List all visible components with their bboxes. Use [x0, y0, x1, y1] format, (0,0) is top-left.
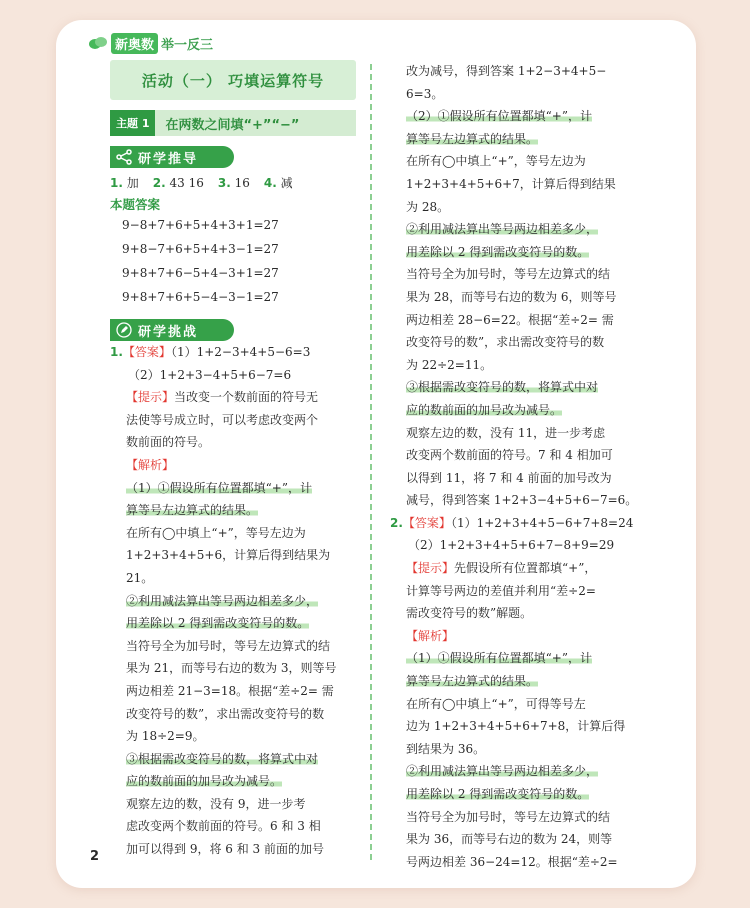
line-text: 先假设所有位置都填“+”，: [454, 561, 597, 576]
line-text: 用差除以 2 得到需改变符号的数。: [406, 787, 590, 801]
text-line: [390, 150, 626, 173]
text-line: [390, 760, 626, 783]
text-line: [110, 838, 356, 861]
label-tag: 【提示】: [126, 390, 175, 405]
line-text: 计算等号两边的差值并利用“差÷2=: [406, 583, 596, 598]
equation-line: 9+8−7+6+5+4+3−1=27: [122, 242, 279, 256]
line-text: 改为减号，得到答案 1+2−3+4+5−: [406, 64, 607, 78]
line-text: 减号，得到答案 1+2+3−4+5+6−7=6。: [406, 493, 638, 508]
text-line: [110, 454, 356, 477]
line-text: （2）1+2+3−4+5+6−7=6: [128, 367, 292, 382]
text-line: [110, 567, 356, 590]
text-line: [390, 489, 638, 512]
brand-name-main: 新奥数: [111, 33, 158, 54]
line-text: 1+2+3+4+5+6+7，计算后得到结果: [406, 176, 616, 191]
line-text: ②利用减法算出等号两边相差多少，: [406, 764, 599, 779]
text-line: [390, 60, 626, 83]
text-line: [390, 647, 626, 670]
line-text: 算等号左边算式的结果。: [126, 503, 259, 518]
text-line: [110, 364, 356, 387]
equation-line: 9+8+7+6+5−4−3−1=27: [122, 290, 279, 304]
line-text: 改变两个数前面的符号。7 和 4 相加可: [406, 448, 613, 463]
line-text: 两边相差 28−6=22。根据“差÷2= 需: [406, 312, 614, 327]
line-text: 当符号全为加号时，等号左边算式的结: [126, 638, 331, 653]
text-line: [110, 477, 356, 500]
line-text: （1）1+2−3+4+5−6=3: [170, 345, 311, 359]
right-column: [390, 60, 638, 873]
text-line: [390, 105, 626, 128]
section-tiaozhan-label: 研学挑战: [138, 324, 199, 340]
share-icon: [116, 149, 132, 165]
text-line: [390, 602, 626, 625]
line-text: 改变符号的数”，求出需改变符号的数: [126, 706, 325, 721]
tuidao-answers: [110, 174, 356, 191]
left-column: [110, 60, 356, 861]
text-line: [110, 544, 356, 567]
text-line: [110, 522, 356, 545]
line-text: 在所有◯中填上“+”，等号左边为: [126, 525, 306, 540]
line-text: 加可以得到 9，将 6 和 3 前面的加号: [126, 842, 324, 857]
line-text: 果为 36，而等号右边的数为 24，则等: [406, 832, 613, 847]
line-text: 算等号左边算式的结果。: [406, 131, 539, 146]
text-line: [390, 828, 626, 851]
activity-title: 活动（一） 巧填运算符号: [110, 60, 356, 100]
line-text: （2）1+2+3+4+5+6+7−8+9=29: [408, 538, 615, 553]
line-text: ③根据需改变符号的数，将算式中对: [126, 751, 319, 766]
theme-title: 在两数之间填“+”“−”: [155, 110, 356, 136]
section-tiaozhan: [110, 319, 234, 341]
label-tag: 【解析】: [406, 628, 455, 643]
line-text: 需改变符号的数”解题。: [406, 606, 533, 621]
page-number: 2: [90, 849, 100, 864]
text-line: [390, 399, 626, 422]
line-text: 为 22÷2=11。: [406, 357, 493, 372]
text-line: [390, 218, 626, 241]
theme-bar: [110, 110, 356, 136]
column-divider: [370, 64, 372, 860]
text-line: [390, 354, 626, 377]
text-line: [390, 851, 626, 874]
text-line: [390, 286, 626, 309]
line-text: 当改变一个数前面的符号无: [174, 390, 319, 405]
line-text: ②利用减法算出等号两边相差多少，: [126, 593, 319, 608]
text-line: [390, 738, 626, 761]
text-line: [110, 590, 356, 613]
line-text: 6=3。: [406, 86, 444, 101]
line-text: （1）①假设所有位置都填“+”，计: [126, 480, 312, 495]
text-line: [390, 783, 626, 806]
label-tag: 【提示】: [406, 561, 455, 576]
tuidao-answer-2: 2. 43 16: [152, 176, 204, 190]
text-line: [110, 612, 356, 635]
label-tag: 【解析】: [126, 457, 175, 472]
line-text: 改变符号的数”，求出需改变符号的数: [406, 335, 605, 350]
right-text-block: [390, 60, 638, 873]
text-line: [390, 309, 626, 332]
line-text: （1）1+2+3+4+5−6+7+8=24: [450, 515, 634, 530]
text-line: [390, 444, 626, 467]
text-line: [390, 196, 626, 219]
pencil-icon: [116, 322, 132, 338]
text-line: [110, 341, 356, 364]
line-text: 果为 28，而等号右边的数为 6，则等号: [406, 289, 617, 304]
text-line: [390, 557, 626, 580]
line-text: 应的数前面的加号改为减号。: [126, 774, 283, 789]
line-text: 两边相差 21−3=18。根据“差÷2= 需: [126, 683, 334, 698]
text-line: [110, 703, 356, 726]
text-line: [110, 386, 356, 409]
text-line: [390, 693, 626, 716]
line-text: 当符号全为加号时，等号左边算式的结: [406, 267, 611, 282]
line-text: 观察左边的数，没有 11，进一步考虑: [406, 425, 606, 440]
line-text: 21。: [126, 570, 154, 585]
text-line: [390, 534, 626, 557]
line-text: ③根据需改变符号的数，将算式中对: [406, 380, 599, 395]
line-text: 当符号全为加号时，等号左边算式的结: [406, 809, 611, 824]
equation-line: 9−8+7+6+5+4+3+1=27: [122, 218, 279, 232]
text-line: [110, 409, 356, 432]
line-text: 边为 1+2+3+4+5+6+7+8，计算后得: [406, 719, 626, 734]
book-brand: [88, 32, 213, 54]
text-line: [390, 263, 626, 286]
text-line: [390, 331, 626, 354]
text-line: [110, 793, 356, 816]
text-line: [110, 499, 356, 522]
tuidao-answer-3: 3. 16: [217, 176, 250, 190]
text-line: [110, 680, 356, 703]
question-number: 1.: [110, 345, 123, 359]
text-line: [390, 625, 626, 648]
text-line: [390, 512, 634, 535]
line-text: 在所有◯中填上“+”，可得等号左: [406, 696, 586, 711]
text-line: [110, 748, 356, 771]
text-line: [390, 128, 626, 151]
line-text: 果为 21，而等号右边的数为 3，则等号: [126, 661, 337, 676]
leaf-logo-icon: [88, 35, 108, 51]
text-line: [110, 725, 356, 748]
line-text: ②利用减法算出等号两边相差多少，: [406, 222, 599, 237]
line-text: 虑改变两个数前面的符号。6 和 3 相: [126, 819, 321, 834]
text-line: [110, 431, 356, 454]
text-line: [110, 815, 356, 838]
line-text: 号两边相差 36−24=12。根据“差÷2=: [406, 854, 618, 869]
line-text: 法使等号成立时，可以考虑改变两个: [126, 412, 319, 427]
tuidao-answer-1: 1. 加: [110, 176, 139, 190]
line-text: 到结果为 36。: [406, 741, 486, 756]
section-tuidao-label: 研学推导: [138, 151, 199, 167]
line-text: 观察左边的数，没有 9，进一步考: [126, 796, 306, 811]
theme-tag: 主题 1: [110, 110, 155, 136]
line-text: 1+2+3+4+5+6，计算后得到结果为: [126, 548, 331, 563]
equation-line: 9+8+7+6−5+4−3+1=27: [122, 266, 279, 280]
label-tag: 【答案】: [122, 345, 171, 359]
line-text: 应的数前面的加号改为减号。: [406, 402, 563, 417]
left-text-block: [110, 341, 356, 861]
text-line: [390, 715, 626, 738]
line-text: 为 18÷2=9。: [126, 729, 205, 744]
text-line: [110, 657, 356, 680]
text-line: [390, 467, 626, 490]
line-text: 数前面的符号。: [126, 435, 211, 450]
line-text: 以得到 11，将 7 和 4 前面的加号改为: [406, 470, 612, 485]
line-text: 为 28。: [406, 199, 450, 214]
text-line: [110, 770, 356, 793]
textbook-page: [56, 20, 696, 888]
line-text: 用差除以 2 得到需改变符号的数。: [126, 616, 310, 631]
text-line: [390, 422, 626, 445]
line-text: 算等号左边算式的结果。: [406, 674, 539, 689]
question-number: 2.: [390, 515, 403, 530]
text-line: [390, 580, 626, 603]
line-text: 在所有◯中填上“+”，等号左边为: [406, 154, 586, 169]
label-tag: 【答案】: [402, 515, 451, 530]
line-text: 用差除以 2 得到需改变符号的数。: [406, 244, 590, 259]
text-line: [390, 173, 626, 196]
text-line: [390, 83, 626, 106]
line-text: （1）①假设所有位置都填“+”，计: [406, 651, 592, 666]
text-line: [110, 635, 356, 658]
text-line: [390, 670, 626, 693]
line-text: （2）①假设所有位置都填“+”，计: [406, 109, 592, 124]
brand-name-sub: 举一反三: [161, 37, 214, 53]
tuidao-answer-4: 4. 减: [263, 176, 293, 190]
text-line: [390, 806, 626, 829]
text-line: [390, 376, 626, 399]
answer-title: 本题答案: [110, 197, 161, 212]
text-line: [390, 241, 626, 264]
section-tuidao: [110, 146, 234, 168]
